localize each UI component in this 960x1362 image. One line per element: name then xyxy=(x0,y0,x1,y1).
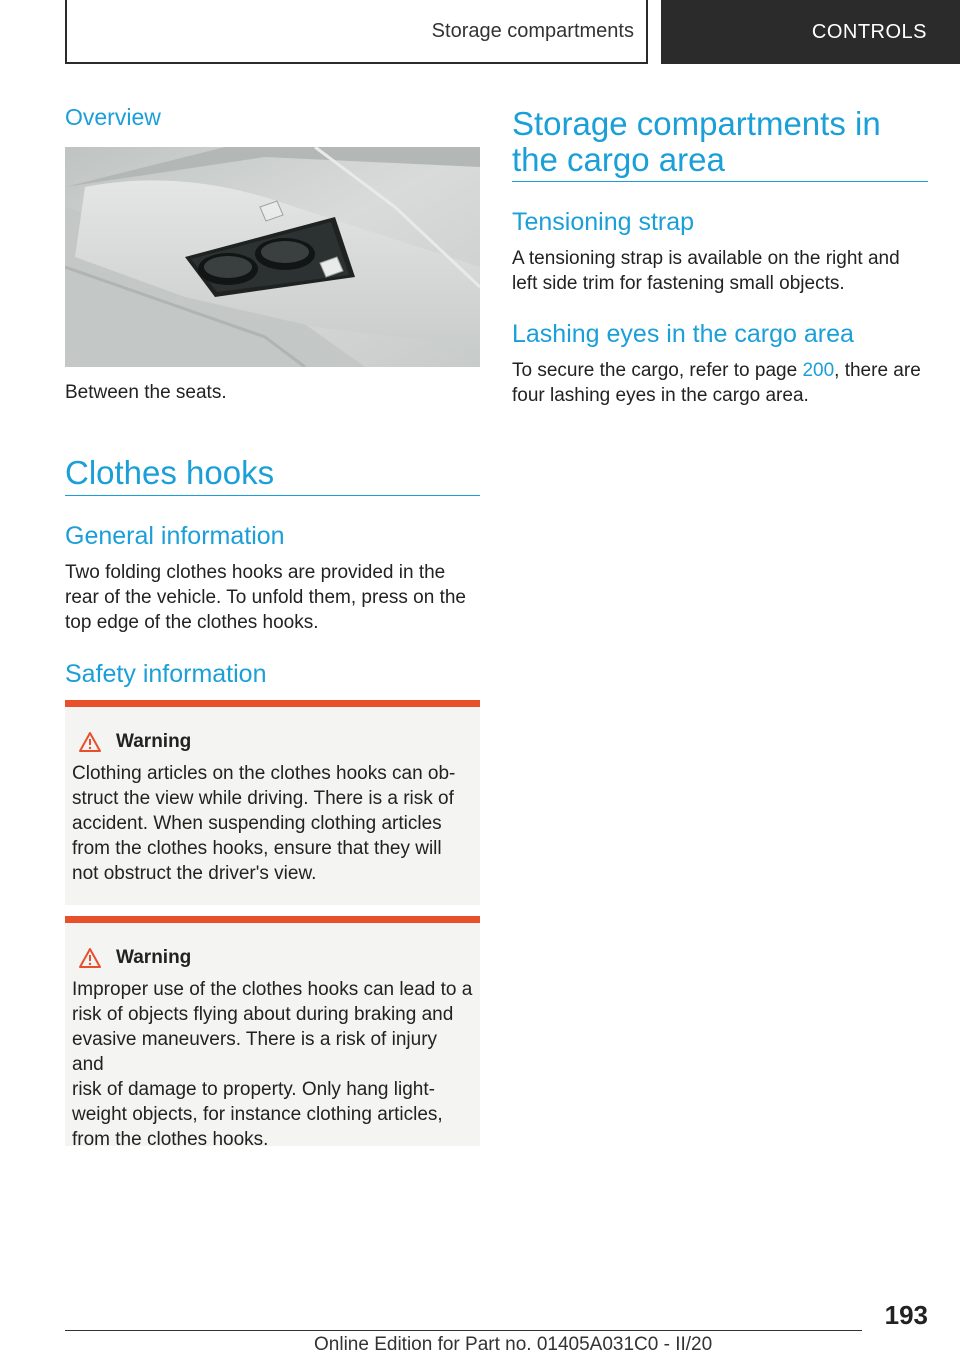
header-chapter-title: CONTROLS xyxy=(811,20,927,43)
general-information-heading: General information xyxy=(65,522,285,550)
cargo-storage-rule xyxy=(512,181,928,182)
warning-line: from the clothes hooks, ensure that they will xyxy=(72,838,442,859)
clothes-hooks-heading: Clothes hooks xyxy=(65,454,275,491)
warning-text xyxy=(72,761,473,886)
warning-line: risk of objects flying about during braking and xyxy=(72,1004,454,1025)
page-number: 193 xyxy=(884,1300,928,1330)
warning-line: struct the view while driving. There is a risk of xyxy=(72,788,454,809)
warning-line: Clothing articles on the clothes hooks can ob‐ xyxy=(72,763,456,784)
warning-line: Improper use of the clothes hooks can lead to a xyxy=(72,979,473,1000)
tensioning-strap-text: A tensioning strap is available on the right and left side trim for fastening small objects. xyxy=(512,248,900,294)
page-reference-link[interactable]: 200 xyxy=(802,360,835,381)
cupholder-photo xyxy=(65,147,480,367)
cargo-storage-heading: Storage compartments in the cargo area xyxy=(512,105,881,178)
warning-line: accident. When suspending clothing articles xyxy=(72,813,442,834)
tensioning-strap-heading: Tensioning strap xyxy=(512,208,695,236)
warning-line: weight objects, for instance clothing articles, xyxy=(72,1104,443,1125)
safety-information-heading: Safety information xyxy=(65,660,267,688)
header-section-title: Storage compartments xyxy=(431,19,634,42)
lashing-text-start: To secure the cargo, refer to page xyxy=(512,360,803,381)
warning-line: not obstruct the driver's view. xyxy=(72,863,317,884)
header-chapter-box xyxy=(661,0,960,64)
footer-rule xyxy=(65,1330,862,1331)
warning-line: evasive maneuvers. There is a risk of injury and xyxy=(72,1029,438,1075)
header-section-box xyxy=(65,0,648,64)
lashing-eyes-text xyxy=(512,358,928,408)
photo-caption: Between the seats. xyxy=(65,382,227,403)
lashing-eyes-heading: Lashing eyes in the cargo area xyxy=(512,320,854,348)
warning-title: Warning xyxy=(116,731,192,752)
warning-text xyxy=(72,977,473,1152)
cupholder-illustration xyxy=(65,147,480,367)
warning-line: risk of damage to property. Only hang light‐ xyxy=(72,1079,435,1100)
overview-heading: Overview xyxy=(65,104,161,130)
warning-box-2 xyxy=(65,916,480,1150)
warning-box-1 xyxy=(65,700,480,905)
general-information-text: Two folding clothes hooks are provided in the rear of the vehicle. To unfold them, press on the top edge of the clothes hooks. xyxy=(65,562,466,633)
clothes-hooks-rule xyxy=(65,495,480,496)
footer-edition-text: Online Edition for Part no. 01405A031C0 - II/20 xyxy=(314,1334,713,1355)
warning-title: Warning xyxy=(116,947,192,968)
warning-line: from the clothes hooks. xyxy=(72,1129,269,1150)
warning-triangle-icon xyxy=(78,731,102,753)
lashing-text-end: , there are four lashing eyes in the cargo area. xyxy=(512,360,921,406)
warning-triangle-icon xyxy=(78,947,102,969)
